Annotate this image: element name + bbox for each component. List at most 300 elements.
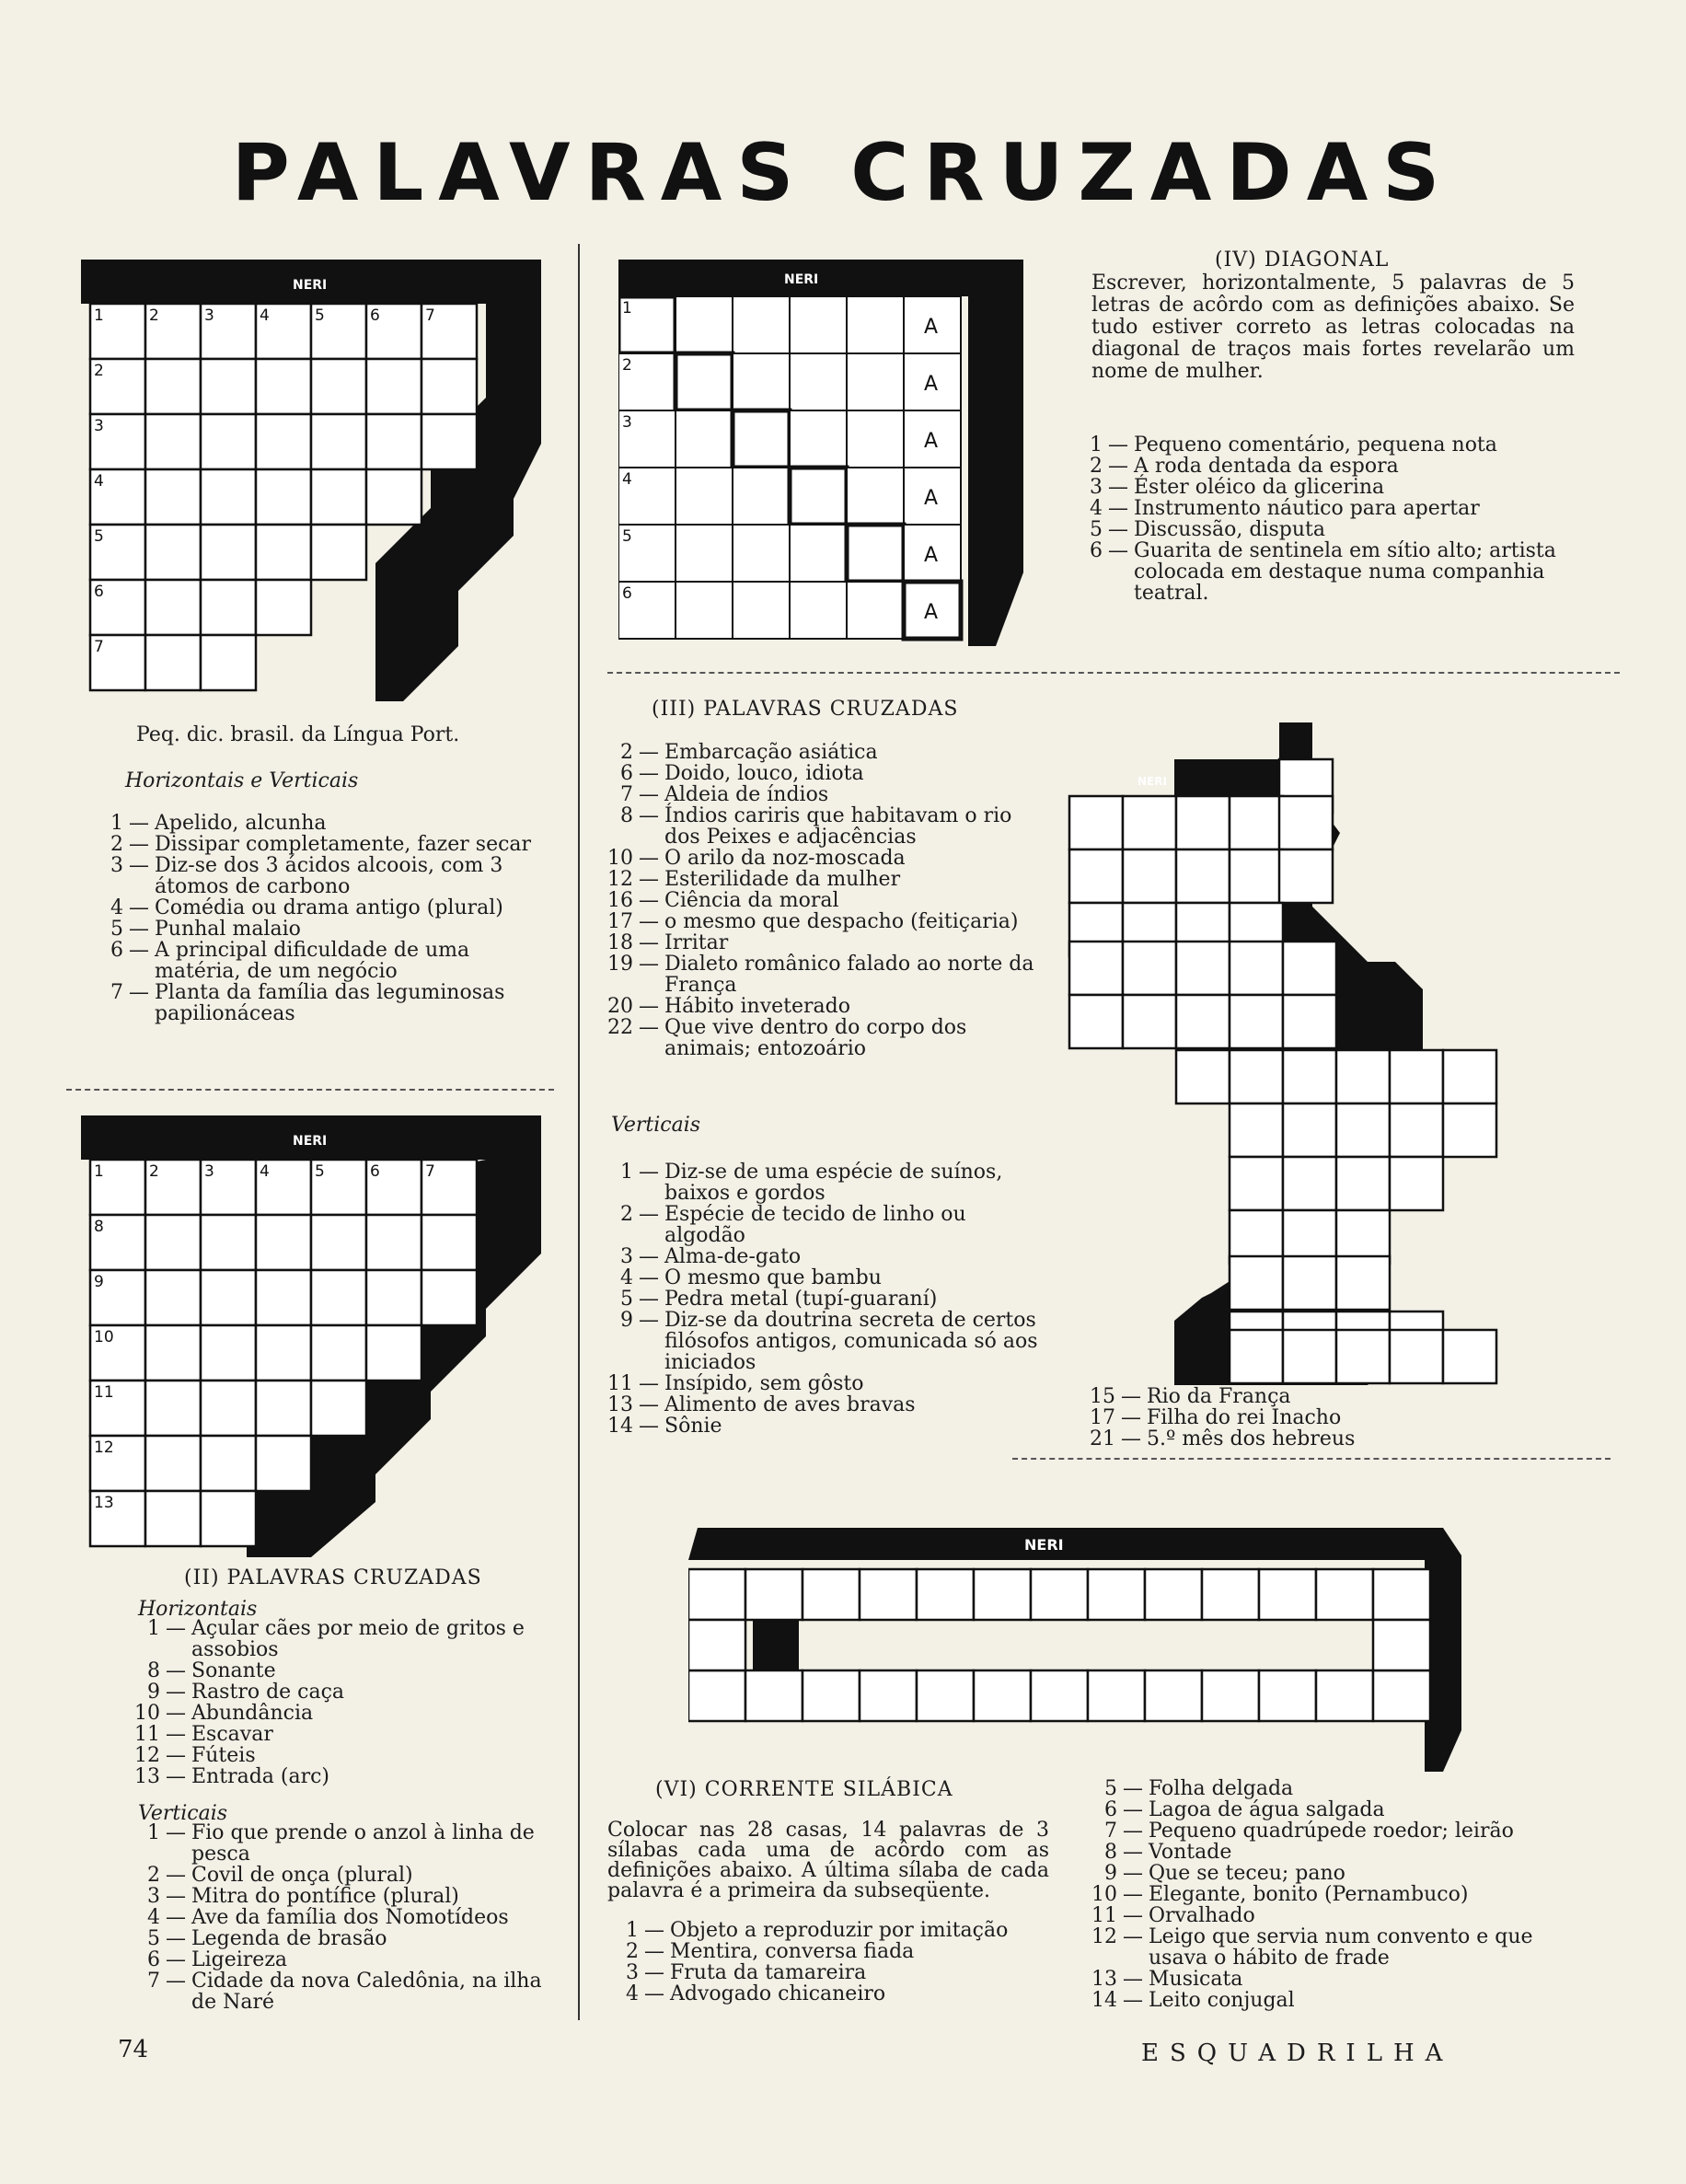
puzzle2-grid-label: NERI	[293, 1134, 328, 1149]
grid-cell[interactable]	[1145, 1670, 1202, 1721]
clue-item	[92, 919, 557, 940]
grid-cell[interactable]	[1230, 1157, 1283, 1210]
grid-cell[interactable]	[145, 1270, 201, 1325]
grid-cell[interactable]	[1283, 1157, 1336, 1210]
clue-text: Rastro de caça	[191, 1681, 345, 1704]
grid-cell[interactable]	[688, 1670, 745, 1721]
clue-item	[129, 1970, 561, 2013]
clue-text: Açular cães por meio de gritos e assobios	[191, 1617, 525, 1661]
grid-cell[interactable]	[201, 1215, 256, 1270]
grid-cell[interactable]	[1336, 1157, 1390, 1210]
clue-dash: —	[1123, 1925, 1143, 1948]
grid-cell[interactable]	[256, 1270, 311, 1325]
clue-dash: —	[639, 1266, 659, 1289]
grid-cell[interactable]	[1069, 995, 1123, 1048]
grid-cell[interactable]	[1176, 849, 1230, 903]
puzzle1-subtitle: Horizontais e Verticais	[125, 769, 359, 792]
clue-text: O mesmo que bambu	[664, 1266, 882, 1289]
grid-cell[interactable]	[745, 1670, 803, 1721]
clue-dash: —	[1108, 476, 1128, 499]
clue-dash: —	[1121, 1406, 1141, 1429]
clue-dash: —	[639, 889, 659, 912]
grid-cell[interactable]	[1123, 995, 1176, 1048]
clue-dash: —	[1123, 1841, 1143, 1864]
grid-cell[interactable]	[1145, 1569, 1202, 1620]
clue-item	[602, 1310, 1053, 1373]
grid-cell[interactable]	[1031, 1569, 1088, 1620]
puzzle4-intro: Escrever, horizontalmente, 5 palavras de 5 letras de acôrdo com as definições abaixo. Se tudo estiver correto as letras colocadas na diagonal de traços mais fortes revelarão um nome de mulher.	[1091, 272, 1575, 383]
fixed-letter: A	[924, 487, 939, 510]
clue-item	[602, 1288, 1053, 1310]
grid-cell[interactable]	[1443, 1330, 1496, 1383]
clue-number: 5	[1090, 518, 1103, 541]
cell-number: 13	[94, 1494, 114, 1512]
grid-cell[interactable]	[860, 1670, 917, 1721]
puzzle1-grid-label: NERI	[293, 278, 328, 293]
grid-cell[interactable]	[422, 359, 477, 414]
cell-number: 3	[94, 417, 104, 435]
grid-cell[interactable]	[256, 580, 311, 635]
fixed-letter: A	[924, 544, 939, 567]
grid-cell[interactable]	[860, 1569, 917, 1620]
grid-cell[interactable]	[733, 525, 790, 582]
clue-item	[129, 1907, 561, 1928]
clue-text: Alma-de-gato	[664, 1245, 802, 1268]
grid-cell[interactable]	[688, 1620, 745, 1670]
grid-cell[interactable]	[1176, 1050, 1230, 1104]
clue-item	[602, 1161, 1053, 1204]
grid-cell[interactable]	[1283, 1256, 1336, 1310]
clue-dash: —	[129, 939, 149, 962]
clue-text: Mitra do pontífice (plural)	[191, 1885, 459, 1908]
clue-dash: —	[639, 1016, 659, 1039]
grid-cell[interactable]	[201, 635, 256, 690]
grid-cell[interactable]	[790, 353, 847, 410]
clue-dash: —	[129, 896, 149, 919]
puzzle2-horizontais-label: Horizontais	[138, 1598, 258, 1621]
grid-cell[interactable]	[1123, 796, 1176, 849]
grid-cell[interactable]	[201, 1325, 256, 1381]
grid-cell[interactable]	[1283, 1050, 1336, 1104]
cell-number: 5	[315, 306, 325, 325]
grid-cell[interactable]	[1279, 796, 1333, 849]
clue-dash: —	[166, 1864, 186, 1887]
clue-dash: —	[129, 981, 149, 1004]
grid-cell[interactable]	[201, 1270, 256, 1325]
clue-text: Fio que prende o anzol à linha de pesca	[191, 1821, 535, 1866]
puzzle4-grid	[618, 260, 1042, 646]
grid-cell[interactable]	[366, 414, 422, 469]
clue-item	[1084, 1386, 1563, 1407]
clue-number: 2	[110, 833, 123, 856]
clue-item	[129, 1949, 561, 1970]
clue-text: Entrada (arc)	[191, 1765, 330, 1788]
clue-dash: —	[1123, 1904, 1143, 1927]
grid-cell[interactable]	[1283, 995, 1336, 1048]
grid-cell[interactable]	[790, 410, 847, 468]
clue-number: 2	[620, 1203, 633, 1226]
grid-cell[interactable]	[1088, 1569, 1145, 1620]
grid-cell[interactable]	[1230, 942, 1283, 995]
clue-item	[1086, 1842, 1583, 1863]
grid-cell[interactable]	[256, 525, 311, 580]
grid-cell[interactable]	[803, 1670, 860, 1721]
cell-number: 8	[94, 1218, 104, 1236]
grid-cell[interactable]	[847, 353, 904, 410]
grid-cell[interactable]	[1123, 849, 1176, 903]
grid-cell[interactable]	[366, 1215, 422, 1270]
grid-cell[interactable]	[1230, 995, 1283, 1048]
cell-number: 1	[94, 1162, 104, 1181]
puzzle3-title: (III) PALAVRAS CRUZADAS	[652, 698, 959, 721]
grid-cell[interactable]	[145, 580, 201, 635]
clue-item	[607, 1941, 1049, 1962]
grid-cell[interactable]	[145, 1215, 201, 1270]
grid-cell[interactable]	[145, 525, 201, 580]
clue-dash: —	[166, 1744, 186, 1767]
grid-cell[interactable]	[1443, 1050, 1496, 1104]
grid-cell[interactable]	[256, 1381, 311, 1436]
clue-dash: —	[166, 1702, 186, 1725]
diagonal-cell[interactable]	[733, 410, 790, 468]
grid-cell[interactable]	[422, 1270, 477, 1325]
clue-number: 10	[607, 847, 633, 870]
puzzle6-grid-label: NERI	[1024, 1536, 1064, 1554]
grid-cell[interactable]	[733, 582, 790, 639]
grid-cell[interactable]	[1336, 1104, 1390, 1157]
grid-cell[interactable]	[256, 1215, 311, 1270]
clue-text: Hábito inveterado	[664, 995, 850, 1018]
clue-text: Fruta da tamareira	[670, 1961, 867, 1984]
clue-number: 11	[1091, 1904, 1117, 1927]
grid-cell[interactable]	[1259, 1670, 1316, 1721]
clue-dash: —	[644, 1940, 664, 1963]
clue-text: Rio da França	[1147, 1385, 1291, 1408]
clue-number: 4	[147, 1906, 160, 1929]
grid-cell[interactable]	[1069, 942, 1123, 995]
cell-number: 6	[370, 306, 380, 325]
grid-cell[interactable]	[311, 1381, 366, 1436]
grid-cell[interactable]	[1202, 1569, 1259, 1620]
grid-cell[interactable]	[676, 582, 733, 639]
grid-cell[interactable]	[1031, 1670, 1088, 1721]
grid-cell[interactable]	[311, 1325, 366, 1381]
cell-number: 4	[260, 306, 270, 325]
grid-cell[interactable]	[847, 296, 904, 353]
clue-text: Escavar	[191, 1723, 273, 1746]
clue-number: 8	[147, 1659, 160, 1682]
clue-item	[602, 742, 1053, 763]
grid-cell[interactable]	[1283, 942, 1336, 995]
clue-text: A roda dentada da espora	[1134, 455, 1399, 478]
grid-cell[interactable]	[1283, 1330, 1336, 1383]
grid-cell[interactable]	[676, 468, 733, 525]
fixed-letter: A	[924, 316, 939, 339]
clue-item	[1071, 519, 1577, 540]
grid-cell[interactable]	[201, 359, 256, 414]
clue-number: 4	[1090, 497, 1103, 520]
grid-cell[interactable]	[1336, 1256, 1390, 1310]
grid-cell[interactable]	[201, 525, 256, 580]
grid-cell[interactable]	[917, 1569, 974, 1620]
clue-number: 3	[147, 1885, 160, 1908]
grid-cell[interactable]	[1373, 1569, 1430, 1620]
clue-dash: —	[1123, 1862, 1143, 1885]
puzzle3-verticais-label: Verticais	[611, 1114, 701, 1137]
cell-number: 7	[425, 1162, 435, 1181]
clue-text: Diz-se da doutrina secreta de certos filósofos antigos, comunicada só aos iniciados	[664, 1309, 1038, 1374]
clue-text: Que se teceu; pano	[1149, 1862, 1345, 1885]
grid-cell[interactable]	[1373, 1620, 1430, 1670]
grid-cell[interactable]	[1176, 995, 1230, 1048]
grid-cell[interactable]	[1259, 1569, 1316, 1620]
grid-cell[interactable]	[1390, 1104, 1443, 1157]
grid-cell[interactable]	[145, 635, 201, 690]
clue-item	[602, 1246, 1053, 1267]
grid-cell[interactable]	[366, 1325, 422, 1381]
grid-cell[interactable]	[1336, 1050, 1390, 1104]
clue-dash: —	[639, 1288, 659, 1311]
clue-item	[602, 890, 1053, 911]
clue-item	[1086, 1778, 1583, 1799]
grid-cell[interactable]	[366, 359, 422, 414]
clue-dash: —	[1108, 539, 1128, 562]
clue-number: 6	[110, 939, 123, 962]
page-number: 74	[118, 2036, 149, 2063]
grid-cell[interactable]	[1283, 1104, 1336, 1157]
clue-item	[1086, 1820, 1583, 1842]
grid-cell[interactable]	[145, 1325, 201, 1381]
clue-item	[602, 763, 1053, 784]
grid-cell[interactable]	[1230, 849, 1283, 903]
grid-cell[interactable]	[1202, 1670, 1259, 1721]
grid-cell[interactable]	[1390, 1330, 1443, 1383]
puzzle2-grid	[81, 1115, 560, 1566]
clue-dash: —	[129, 918, 149, 941]
clue-dash: —	[166, 1681, 186, 1704]
grid-cell[interactable]	[847, 410, 904, 468]
clue-text: Sonante	[191, 1659, 276, 1682]
grid-cell[interactable]	[201, 469, 256, 525]
clue-item	[92, 982, 557, 1024]
grid-cell[interactable]	[1230, 1050, 1283, 1104]
grid-cell[interactable]	[256, 1325, 311, 1381]
grid-cell[interactable]	[1390, 1050, 1443, 1104]
clue-number: 1	[147, 1617, 160, 1640]
grid-cell[interactable]	[311, 1215, 366, 1270]
divider	[1012, 1458, 1611, 1460]
fixed-letter: A	[924, 430, 939, 453]
diagonal-cell[interactable]	[847, 525, 904, 582]
grid-cell[interactable]	[422, 414, 477, 469]
clue-item	[602, 1267, 1053, 1288]
clue-dash: —	[166, 1723, 186, 1746]
grid-cell[interactable]	[311, 525, 366, 580]
grid-cell[interactable]	[311, 1270, 366, 1325]
puzzle6-grid	[688, 1519, 1471, 1776]
grid-cell[interactable]	[201, 1491, 256, 1546]
puzzle4-clue-list	[1071, 434, 1577, 604]
clue-dash: —	[1123, 1820, 1143, 1843]
clue-dash: —	[639, 953, 659, 976]
clue-dash: —	[639, 931, 659, 954]
grid-cell[interactable]	[745, 1569, 803, 1620]
grid-cell[interactable]	[974, 1569, 1031, 1620]
grid-cell[interactable]	[733, 353, 790, 410]
clue-text: 5.º mês dos hebreus	[1147, 1427, 1356, 1450]
clue-item	[602, 848, 1053, 869]
grid-cell[interactable]	[733, 468, 790, 525]
grid-cell[interactable]	[1176, 942, 1230, 995]
grid-cell[interactable]	[145, 469, 201, 525]
cell-number: 3	[204, 306, 214, 325]
grid-cell[interactable]	[422, 1215, 477, 1270]
clue-item	[129, 1822, 561, 1865]
grid-cell[interactable]	[201, 1436, 256, 1491]
grid-cell[interactable]	[1069, 849, 1123, 903]
grid-cell[interactable]	[145, 359, 201, 414]
clue-text: Comédia ou drama antigo (plural)	[155, 896, 503, 919]
grid-cell[interactable]	[256, 1436, 311, 1491]
clue-number: 6	[1104, 1798, 1117, 1821]
grid-cell[interactable]	[366, 469, 422, 525]
clue-item	[602, 1416, 1053, 1437]
clue-text: Índios cariris que habitavam o rio dos Peixes e adjacências	[664, 804, 1012, 849]
cell-number: 6	[622, 584, 632, 603]
grid-cell[interactable]	[1123, 942, 1176, 995]
grid-cell[interactable]	[256, 469, 311, 525]
grid-cell[interactable]	[256, 414, 311, 469]
grid-cell[interactable]	[366, 1270, 422, 1325]
grid-cell[interactable]	[1373, 1670, 1430, 1721]
clue-item	[1084, 1428, 1563, 1450]
grid-cell[interactable]	[145, 1436, 201, 1491]
grid-cell[interactable]	[676, 525, 733, 582]
grid-cell[interactable]	[1230, 1104, 1283, 1157]
grid-cell[interactable]	[790, 296, 847, 353]
grid-cell[interactable]	[201, 414, 256, 469]
grid-cell[interactable]	[145, 1491, 201, 1546]
clue-text: Lagoa de água salgada	[1149, 1798, 1385, 1821]
grid-cell[interactable]	[1336, 1330, 1390, 1383]
grid-cell[interactable]	[145, 1381, 201, 1436]
clue-dash: —	[639, 847, 659, 870]
clue-number: 14	[607, 1415, 633, 1438]
clue-number: 6	[620, 762, 633, 785]
grid-cell[interactable]	[790, 525, 847, 582]
cell-number: 5	[622, 527, 632, 546]
clue-item	[602, 996, 1053, 1017]
grid-cell[interactable]	[1088, 1670, 1145, 1721]
clue-text: Punhal malaio	[155, 918, 301, 941]
grid-cell[interactable]	[1443, 1104, 1496, 1157]
grid-cell[interactable]	[1230, 1256, 1283, 1310]
cell-number: 5	[94, 527, 104, 546]
clue-number: 22	[607, 1016, 633, 1039]
clue-text: Ciência da moral	[664, 889, 839, 912]
grid-cell[interactable]	[1230, 1330, 1283, 1383]
clue-number: 7	[110, 981, 123, 1004]
grid-cell[interactable]	[917, 1670, 974, 1721]
grid-cell[interactable]	[733, 296, 790, 353]
grid-cell[interactable]	[201, 580, 256, 635]
clue-number: 4	[620, 1266, 633, 1289]
puzzle6-clues-left	[607, 1920, 1049, 2005]
cell-number: 11	[94, 1383, 114, 1402]
clue-item	[1086, 1905, 1583, 1926]
clue-number: 11	[134, 1723, 160, 1746]
clue-item	[1071, 540, 1577, 604]
cell-number: 6	[370, 1162, 380, 1181]
cell-number: 2	[149, 306, 159, 325]
grid-cell[interactable]	[688, 1569, 745, 1620]
grid-cell[interactable]	[803, 1569, 860, 1620]
grid-cell[interactable]	[847, 582, 904, 639]
clue-number: 20	[607, 995, 633, 1018]
clue-item	[129, 1865, 561, 1886]
cell-number: 2	[149, 1162, 159, 1181]
clue-text: Diz-se dos 3 ácidos alcoois, com 3 átomos de carbono	[155, 854, 503, 898]
grid-cell[interactable]	[311, 359, 366, 414]
grid-cell[interactable]	[676, 296, 733, 353]
clue-dash: —	[1108, 497, 1128, 520]
grid-cell[interactable]	[1279, 849, 1333, 903]
grid-cell[interactable]	[311, 414, 366, 469]
clue-item	[1086, 1969, 1583, 1990]
grid-cell[interactable]	[1069, 796, 1123, 849]
puzzle3-vertical-clues-extra	[1084, 1386, 1563, 1450]
clue-dash: —	[644, 1982, 664, 2005]
grid-cell[interactable]	[311, 469, 366, 525]
clue-text: Advogado chicaneiro	[670, 1982, 886, 2005]
clue-text: O arilo da noz-moscada	[664, 847, 906, 870]
grid-cell[interactable]	[676, 410, 733, 468]
grid-cell[interactable]	[847, 468, 904, 525]
clue-dash: —	[129, 854, 149, 877]
page-title: PALAVRAS CRUZADAS	[231, 127, 1455, 219]
grid-cell[interactable]	[790, 582, 847, 639]
grid-cell[interactable]	[1390, 1157, 1443, 1210]
clue-text: Abundância	[191, 1702, 314, 1725]
clue-number: 1	[620, 1161, 633, 1184]
clue-text: Que vive dentro do corpo dos animais; entozoário	[664, 1016, 967, 1060]
clue-dash: —	[1123, 1989, 1143, 2012]
clue-text: Sônie	[664, 1415, 722, 1438]
cell-number: 1	[94, 306, 104, 325]
clue-dash: —	[639, 741, 659, 764]
clue-number: 3	[110, 854, 123, 877]
clue-number: 5	[110, 918, 123, 941]
diagonal-cell[interactable]	[790, 468, 847, 525]
grid-cell[interactable]	[1230, 796, 1283, 849]
grid-cell[interactable]	[974, 1670, 1031, 1721]
diagonal-cell[interactable]	[676, 353, 733, 410]
clue-text: Guarita de sentinela em sítio alto; artista colocada em destaque numa companhia teatral.	[1134, 539, 1556, 605]
cell-number: 3	[622, 413, 632, 432]
clue-text: Cidade da nova Caledônia, na ilha de Naré	[191, 1970, 542, 2014]
clue-dash: —	[166, 1885, 186, 1908]
grid-cell[interactable]	[1176, 796, 1230, 849]
grid-cell[interactable]	[1316, 1569, 1373, 1620]
grid-cell[interactable]	[201, 1381, 256, 1436]
grid-cell[interactable]	[1316, 1670, 1373, 1721]
clue-dash: —	[1121, 1427, 1141, 1450]
clue-number: 16	[607, 889, 633, 912]
clue-item	[602, 805, 1053, 848]
clue-item	[129, 1886, 561, 1907]
grid-cell[interactable]	[256, 359, 311, 414]
grid-cell[interactable]	[145, 414, 201, 469]
